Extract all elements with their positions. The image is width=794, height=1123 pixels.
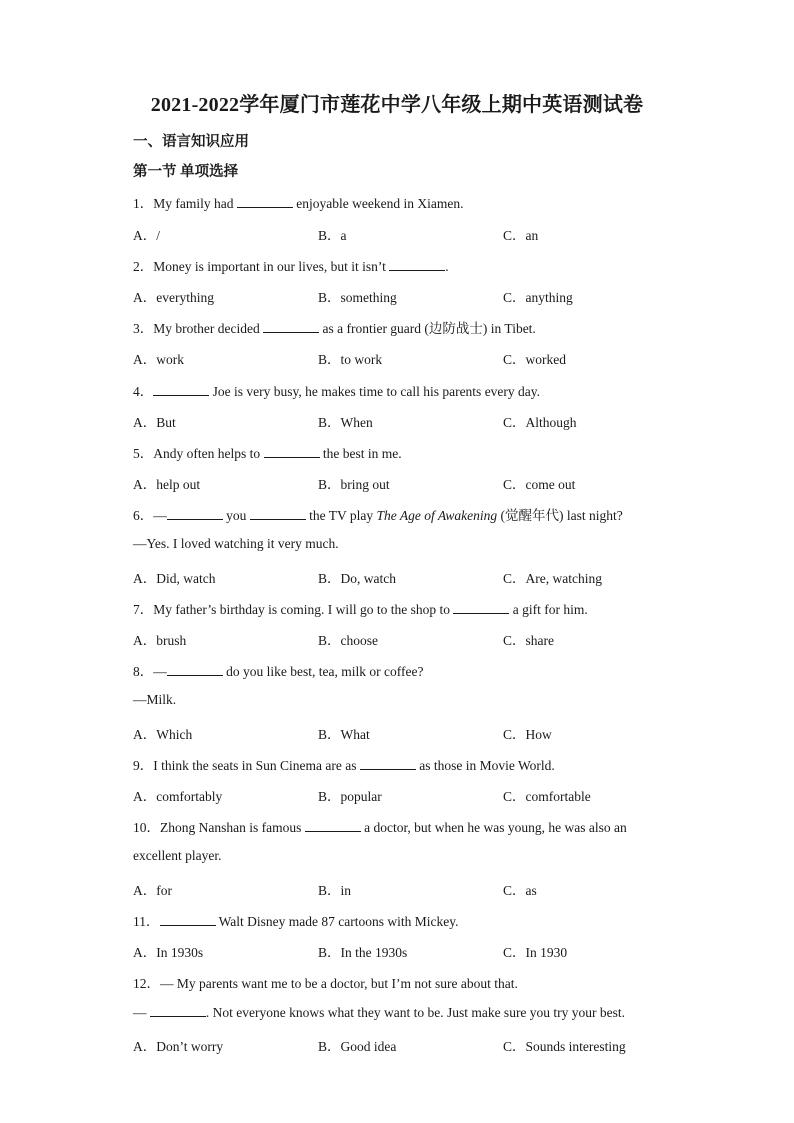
question-8: 8．— do you like best, tea, milk or coffee? xyxy=(133,664,424,679)
option-b: B．in xyxy=(318,883,352,898)
option-b: B．When xyxy=(318,415,373,430)
question-3: 3．My brother decided as a frontier guard (边防战士) in Tibet. xyxy=(133,321,536,336)
answer-blank xyxy=(453,601,509,614)
section-heading: 一、语言知识应用 xyxy=(133,134,249,150)
option-a: A．everything xyxy=(133,290,214,305)
question-4: 4． Joe is very busy, he makes time to call his parents every day. xyxy=(133,384,541,399)
option-a: A．work xyxy=(133,352,184,367)
option-b: B．something xyxy=(318,290,397,305)
option-a: A．Which xyxy=(133,727,193,742)
answer-blank xyxy=(160,913,216,926)
answer-blank xyxy=(360,757,416,770)
question-7: 7．My father’s birthday is coming. I will go to the shop to a gift for him. xyxy=(133,602,588,617)
option-a: A．Did, watch xyxy=(133,571,216,586)
answer-blank xyxy=(167,663,223,676)
option-b: B．bring out xyxy=(318,477,390,492)
answer-blank xyxy=(389,258,445,271)
option-b: B．popular xyxy=(318,789,382,804)
option-a: A．In 1930s xyxy=(133,945,204,960)
question-12-reply: — . Not everyone knows what they want to be. Just make sure you try your best. xyxy=(133,1005,626,1020)
option-c: C．Are, watching xyxy=(503,571,602,586)
option-c: C．comfortable xyxy=(503,789,591,804)
answer-blank xyxy=(150,1004,206,1017)
option-b: B．choose xyxy=(318,633,378,648)
option-b: B．a xyxy=(318,228,347,243)
answer-blank xyxy=(153,383,209,396)
answer-blank xyxy=(250,507,306,520)
question-6-reply: —Yes. I loved watching it very much. xyxy=(133,536,339,551)
option-b: B．In the 1930s xyxy=(318,945,408,960)
option-b: B．What xyxy=(318,727,370,742)
option-a: A．/ xyxy=(133,228,160,243)
option-c: C．as xyxy=(503,883,537,898)
question-8-reply: —Milk. xyxy=(133,692,177,707)
question-2: 2．Money is important in our lives, but it isn’t . xyxy=(133,259,449,274)
subsection-heading: 第一节 单项选择 xyxy=(133,164,239,180)
option-c: C．Sounds interesting xyxy=(503,1039,626,1054)
option-c: C．come out xyxy=(503,477,576,492)
option-a: A．But xyxy=(133,415,176,430)
answer-blank xyxy=(237,195,293,208)
option-c: C．anything xyxy=(503,290,573,305)
answer-blank xyxy=(263,320,319,333)
question-12: 12．— My parents want me to be a doctor, but I’m not sure about that. xyxy=(133,976,518,991)
option-b: B．Good idea xyxy=(318,1039,397,1054)
question-11: 11． Walt Disney made 87 cartoons with Mickey. xyxy=(133,914,459,929)
answer-blank xyxy=(305,819,361,832)
option-c: C．share xyxy=(503,633,554,648)
question-5: 5．Andy often helps to the best in me. xyxy=(133,446,402,461)
answer-blank xyxy=(264,445,320,458)
question-1: 1．My family had enjoyable weekend in Xiamen. xyxy=(133,196,464,211)
option-a: A．comfortably xyxy=(133,789,223,804)
option-a: A．Don’t worry xyxy=(133,1039,224,1054)
option-a: A．help out xyxy=(133,477,201,492)
option-c: C．How xyxy=(503,727,552,742)
answer-blank xyxy=(167,507,223,520)
option-c: C．In 1930 xyxy=(503,945,568,960)
option-a: A．for xyxy=(133,883,172,898)
option-b: B．Do, watch xyxy=(318,571,396,586)
option-c: C．Although xyxy=(503,415,577,430)
question-9: 9．I think the seats in Sun Cinema are as as those in Movie World. xyxy=(133,758,555,773)
question-10-continued: excellent player. xyxy=(133,848,222,863)
page-title: 2021-2022学年厦门市莲花中学八年级上期中英语测试卷 xyxy=(150,94,644,116)
option-c: C．worked xyxy=(503,352,566,367)
question-10: 10．Zhong Nanshan is famous a doctor, but when he was young, he was also an xyxy=(133,820,627,835)
option-b: B．to work xyxy=(318,352,383,367)
question-6: 6．— you the TV play The Age of Awakening (觉醒年代) last night? xyxy=(133,508,623,523)
option-c: C．an xyxy=(503,228,539,243)
option-a: A．brush xyxy=(133,633,187,648)
